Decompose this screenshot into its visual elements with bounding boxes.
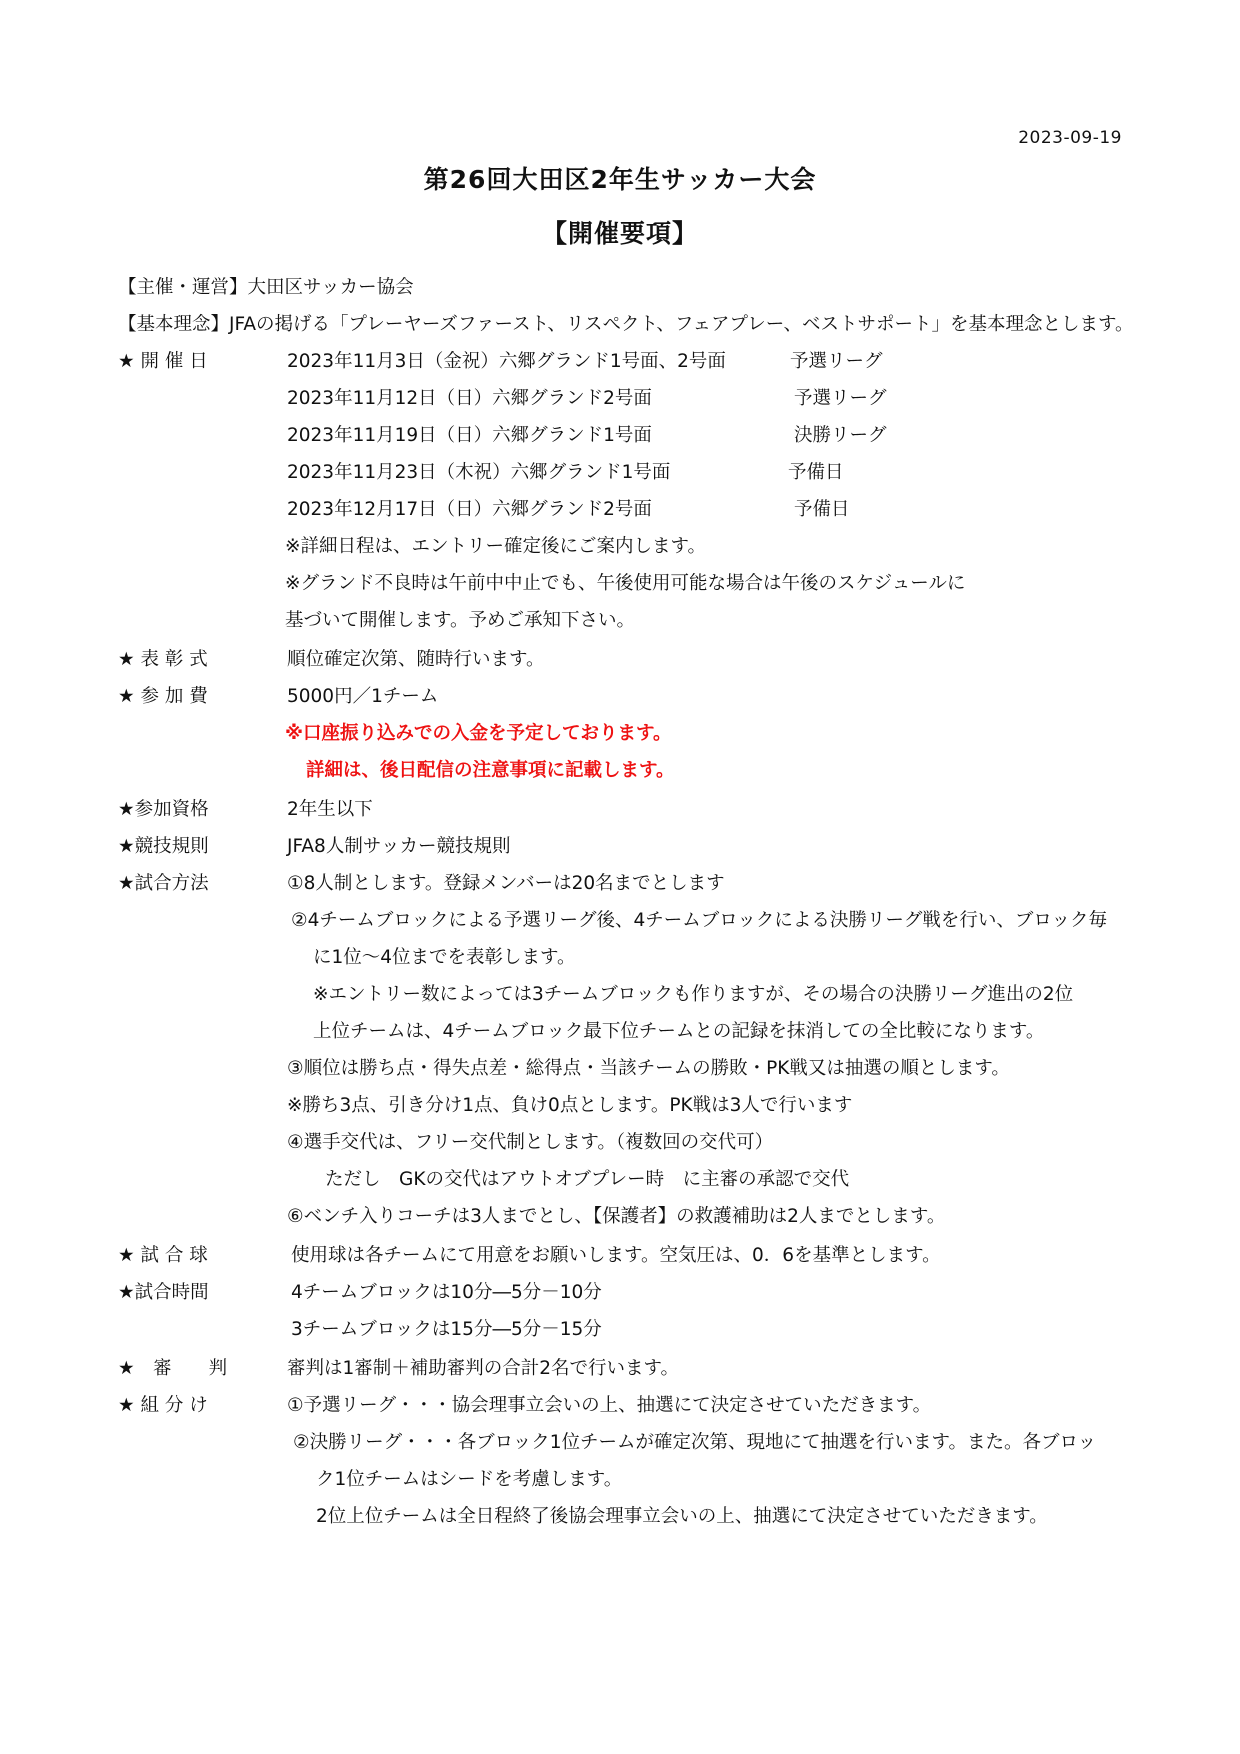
- method-label: ★試合方法: [118, 873, 209, 894]
- dates-note: ※グランド不良時は午前中中止でも、午後使用可能な場合は午後のスケジュールに: [285, 573, 966, 594]
- method-line: ①8人制とします。登録メンバーは20名までとします: [287, 873, 725, 894]
- method-line: ⑥ベンチ入りコーチは3人までとし、【保護者】の救護補助は2人までとします。: [287, 1206, 946, 1227]
- organizer-line: 【主催・運営】大田区サッカー協会: [118, 277, 414, 298]
- schedule-date: 2023年11月19日（日）六郷グランド1号面: [287, 425, 652, 446]
- eligibility-label: ★参加資格: [118, 799, 209, 820]
- grouping-line: ①予選リーグ・・・協会理事立会いの上、抽選にて決定させていただきます。: [287, 1395, 932, 1416]
- dates-label: ★ 開 催 日: [118, 351, 208, 372]
- fee-note-red: 詳細は、後日配信の注意事項に記載します。: [306, 760, 675, 781]
- method-line: ④選手交代は、フリー交代制とします。（複数回の交代可）: [287, 1132, 774, 1153]
- method-line: ②4チームブロックによる予選リーグ後、4チームブロックによる決勝リーグ戦を行い、ブロック毎: [291, 910, 1108, 931]
- time-line: 4チームブロックは10分―5分－10分: [291, 1282, 602, 1303]
- ball-label: ★ 試 合 球: [118, 1245, 208, 1266]
- schedule-date: 2023年11月12日（日）六郷グランド2号面: [287, 388, 652, 409]
- method-line: ただし GKの交代はアウトオブプレー時 に主審の承認で交代: [325, 1169, 850, 1190]
- schedule-tag: 予備日: [788, 462, 844, 483]
- dates-note: ※詳細日程は、エントリー確定後にご案内します。: [285, 536, 707, 557]
- ceremony-label: ★ 表 彰 式: [118, 649, 208, 670]
- method-line: ③順位は勝ち点・得失点差・総得点・当該チームの勝敗・PK戦又は抽選の順とします。: [287, 1058, 1010, 1079]
- referee-value: 審判は1審制＋補助審判の合計2名で行います。: [287, 1358, 680, 1379]
- philosophy-line: 【基本理念】JFAの掲げる「プレーヤーズファースト、リスペクト、フェアプレー、ベストサポート」を基本理念とします。: [118, 314, 1134, 335]
- fee-value: 5000円／1チーム: [287, 686, 439, 707]
- eligibility-value: 2年生以下: [287, 799, 373, 820]
- document-title: 第26回大田区2年生サッカー大会: [423, 165, 817, 194]
- referee-label: ★ 審 判: [118, 1358, 228, 1379]
- schedule-tag: 決勝リーグ: [794, 425, 887, 446]
- rules-value: JFA8人制サッカー競技規則: [287, 836, 511, 857]
- schedule-tag: 予選リーグ: [794, 388, 887, 409]
- schedule-date: 2023年11月3日（金祝）六郷グランド1号面、2号面: [287, 351, 726, 372]
- method-line: 上位チームは、4チームブロック最下位チームとの記録を抹消しての全比較になります。: [313, 1021, 1045, 1042]
- fee-note-red: ※口座振り込みでの入金を予定しております。: [285, 723, 672, 744]
- schedule-date: 2023年11月23日（木祝）六郷グランド1号面: [287, 462, 671, 483]
- method-line: ※勝ち3点、引き分け1点、負け0点とします。PK戦は3人で行います: [287, 1095, 853, 1116]
- time-line: 3チームブロックは15分―5分－15分: [291, 1319, 602, 1340]
- grouping-line: ク1位チームはシードを考慮します。: [316, 1469, 623, 1490]
- time-label: ★試合時間: [118, 1282, 209, 1303]
- grouping-line: ②決勝リーグ・・・各ブロック1位チームが確定次第、現地にて抽選を行います。また。各ブロッ: [293, 1432, 1097, 1453]
- grouping-line: 2位上位チームは全日程終了後協会理事立会いの上、抽選にて決定させていただきます。: [316, 1506, 1048, 1527]
- rules-label: ★競技規則: [118, 836, 209, 857]
- ceremony-value: 順位確定次第、随時行います。: [287, 649, 545, 670]
- ball-value: 使用球は各チームにて用意をお願いします。空気圧は、0．6を基準とします。: [291, 1245, 941, 1266]
- method-line: に1位～4位までを表彰します。: [313, 947, 576, 968]
- method-line: ※エントリー数によっては3チームブロックも作りますが、その場合の決勝リーグ進出の2位: [313, 984, 1074, 1005]
- schedule-date: 2023年12月17日（日）六郷グランド2号面: [287, 499, 652, 520]
- schedule-tag: 予備日: [794, 499, 850, 520]
- schedule-tag: 予選リーグ: [790, 351, 883, 372]
- document-subtitle: 【開催要項】: [541, 219, 698, 248]
- dates-note: 基づいて開催します。予めご承知下さい。: [285, 610, 636, 631]
- fee-label: ★ 参 加 費: [118, 686, 208, 707]
- document-date: 2023-09-19: [1018, 128, 1122, 148]
- grouping-label: ★ 組 分 け: [118, 1395, 208, 1416]
